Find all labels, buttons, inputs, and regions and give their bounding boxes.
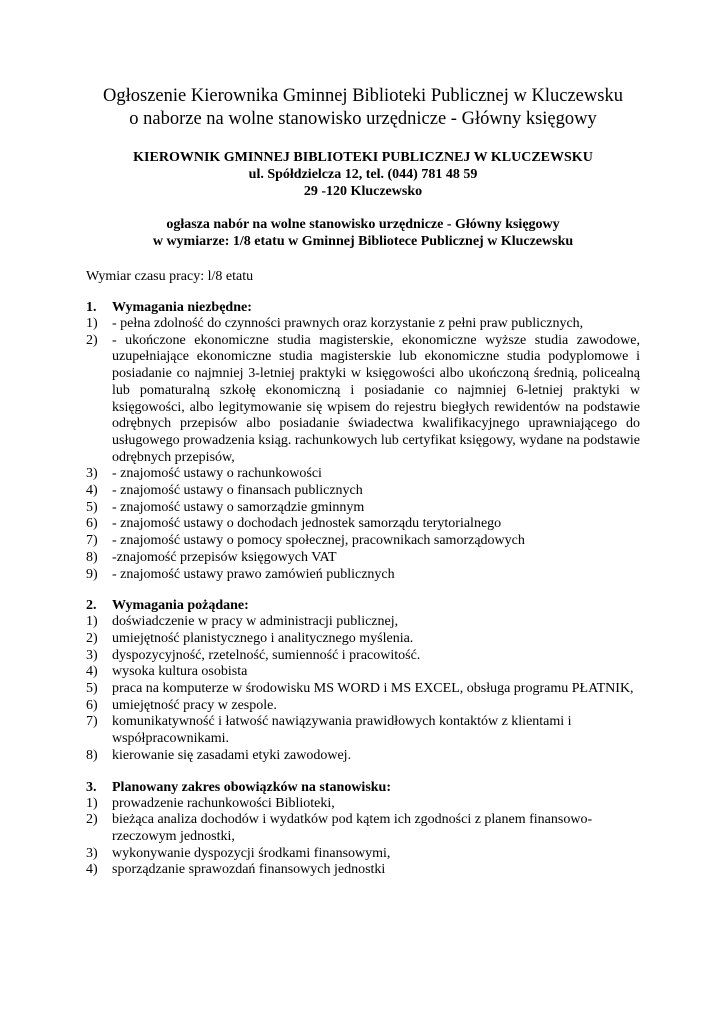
item-number: 7) — [86, 714, 98, 730]
item-text: bieżąca analiza dochodów i wydatków pod kątem ich zgodności z planem finansowo-rzeczowym jednostki, — [112, 812, 593, 844]
item-number: 3) — [86, 845, 98, 861]
item-number: 2) — [86, 812, 98, 828]
section-3-heading — [86, 779, 640, 796]
section-2-list — [86, 614, 640, 764]
employer-postal: 29 -120 Kluczewsko — [303, 184, 423, 199]
item-text: kierowanie się zasadami etyki zawodowej. — [112, 747, 352, 763]
item-number: 8) — [86, 549, 98, 565]
list-item — [86, 846, 640, 863]
employer-header — [86, 149, 640, 200]
item-number: 4) — [86, 862, 98, 878]
item-text: - pełna zdolność do czynności prawnych oraz korzystanie z pełni praw publicznych, — [112, 316, 584, 331]
item-number: 9) — [86, 566, 98, 582]
item-number: 3) — [86, 647, 98, 663]
announcement-line-1: ogłasza nabór na wolne stanowisko urzędnicze - Główny księgowy — [166, 217, 560, 232]
list-item — [86, 862, 640, 879]
list-item — [86, 812, 640, 845]
list-item — [86, 714, 640, 747]
item-text: doświadczenie w pracy w administracji publicznej, — [112, 614, 399, 630]
title-line-2: o naborze na wolne stanowisko urzędnicze - Główny księgowy — [129, 109, 597, 129]
item-number: 8) — [86, 747, 98, 763]
item-number: 5) — [86, 499, 98, 515]
section-1-list — [86, 316, 640, 583]
item-number: 7) — [86, 533, 98, 549]
list-item — [86, 664, 640, 681]
item-number: 4) — [86, 483, 98, 499]
section-title: Wymagania pożądane: — [112, 598, 249, 614]
list-item — [86, 316, 640, 333]
item-text: wysoka kultura osobista — [112, 664, 248, 680]
item-number: 5) — [86, 681, 98, 697]
item-text: dyspozycyjność, rzetelność, sumienność i pracowitość. — [112, 647, 421, 663]
section-1-heading — [86, 299, 640, 316]
item-text: - ukończone ekonomiczne studia magisterskie, ekonomiczne wyższe studia zawodowe, uzupełniające ekonomiczne studia magisterskie lub ekonomiczne studia podyplomowe i posiadanie co najmniej 3-letniej praktyki w księgowości albo ukończoną średnią, policealną lub pomaturalną szkołę ekonomiczną i posiadanie co najmniej 6-letniej praktyki w księgowości, albo legitymowanie się wpisem do rejestru biegłych rewidentów na podstawie odrębnych przepisów albo posiadanie świadectwa kwalifikacyjnego uprawniającego do usługowego prowadzenia ksiąg. rachunkowych lub certyfikat księgowy, wydane na podstawie odrębnych przepisów, — [112, 332, 640, 465]
title-line-1: Ogłoszenie Kierownika Gminnej Biblioteki Publicznej w Kluczewsku — [103, 86, 623, 106]
item-text: umiejętność pracy w zespole. — [112, 697, 277, 713]
section-number: 2. — [86, 598, 97, 614]
section-number: 3. — [86, 779, 97, 795]
list-item — [86, 631, 640, 648]
section-2-heading — [86, 597, 640, 614]
list-item — [86, 333, 640, 467]
item-text: komunikatywność i łatwość nawiązywania prawidłowych kontaktów z klientami i współpracownikami. — [112, 714, 572, 747]
section-3-list — [86, 796, 640, 880]
item-text: umiejętność planistycznego i analitycznego myślenia. — [112, 630, 414, 646]
list-item — [86, 698, 640, 715]
list-item — [86, 567, 640, 584]
item-number: 3) — [86, 466, 98, 482]
item-text: - znajomość ustawy o pomocy społecznej, pracownikach samorządowych — [112, 533, 525, 549]
item-text: prowadzenie rachunkowości Biblioteki, — [112, 795, 335, 811]
list-item — [86, 500, 640, 517]
item-text: - znajomość ustawy o finansach publicznych — [112, 483, 363, 499]
section-number: 1. — [86, 300, 97, 315]
item-text: praca na komputerze w środowisku MS WORD i MS EXCEL, obsługa programu PŁATNIK, — [112, 681, 634, 697]
item-text: - znajomość ustawy prawo zamówień publicznych — [112, 566, 395, 582]
item-text: - znajomość ustawy o rachunkowości — [112, 466, 322, 482]
item-text: - znajomość ustawy o dochodach jednostek samorządu terytorialnego — [112, 516, 502, 532]
list-item — [86, 516, 640, 533]
list-item — [86, 796, 640, 813]
item-number: 1) — [86, 795, 98, 811]
item-number: 2) — [86, 630, 98, 646]
list-item — [86, 483, 640, 500]
section-title: Planowany zakres obowiązków na stanowisku: — [112, 779, 392, 795]
list-item — [86, 533, 640, 550]
item-number: 1) — [86, 614, 98, 630]
item-text: sporządzanie sprawozdań finansowych jednostki — [112, 862, 386, 878]
announcement — [86, 216, 640, 250]
employer-address: ul. Spółdzielcza 12, tel. (044) 781 48 59 — [248, 167, 478, 182]
announcement-line-2: w wymiarze: 1/8 etatu w Gminnej Bibliotece Publicznej w Kluczewsku — [152, 234, 574, 249]
item-text: - znajomość ustawy o samorządzie gminnym — [112, 499, 365, 515]
item-number: 6) — [86, 697, 98, 713]
working-time: Wymiar czasu pracy: l/8 etatu — [86, 269, 254, 284]
list-item — [86, 648, 640, 665]
section-title: Wymagania niezbędne: — [112, 300, 252, 315]
list-item — [86, 466, 640, 483]
list-item — [86, 748, 640, 765]
item-text: wykonywanie dyspozycji środkami finansowymi, — [112, 845, 391, 861]
item-number: 6) — [86, 516, 98, 532]
document-title — [86, 85, 640, 131]
item-number: 4) — [86, 664, 98, 680]
list-item — [86, 550, 640, 567]
employer-name: KIEROWNIK GMINNEJ BIBLIOTEKI PUBLICZNEJ W KLUCZEWSKU — [133, 150, 593, 165]
item-number: 2) — [86, 332, 98, 348]
list-item — [86, 614, 640, 631]
list-item — [86, 681, 640, 698]
item-text: -znajomość przepisów księgowych VAT — [112, 549, 337, 565]
item-number: 1) — [86, 316, 98, 331]
